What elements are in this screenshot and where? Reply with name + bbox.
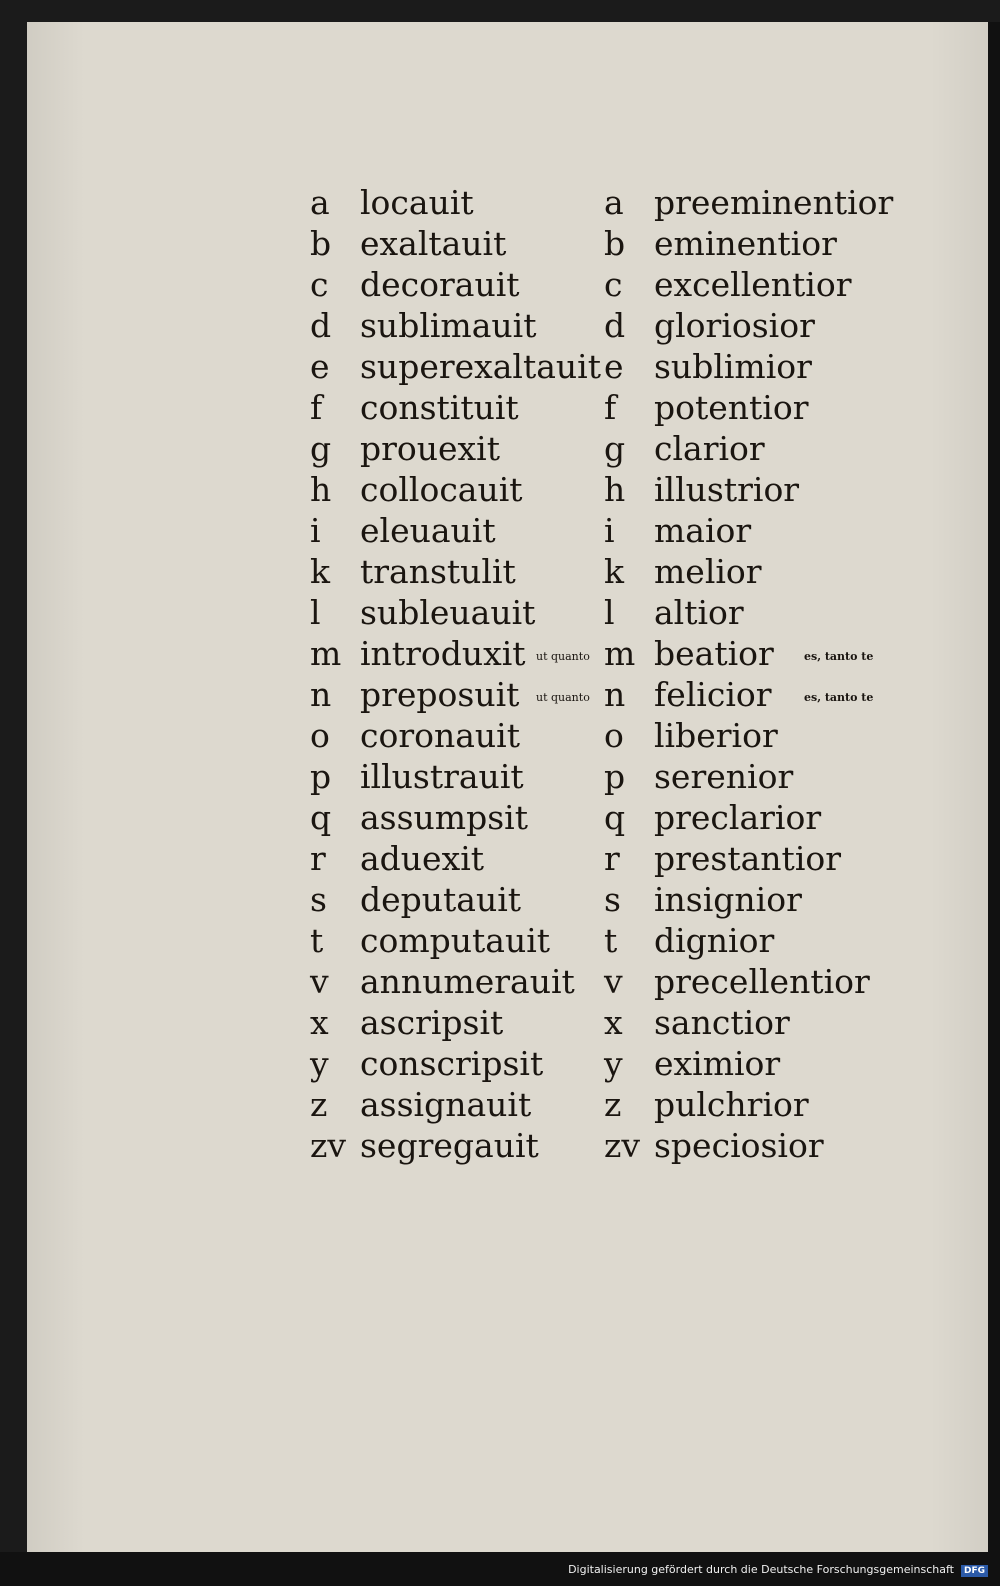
left-word: introduxit	[360, 634, 526, 673]
right-word: speciosior	[654, 1126, 824, 1165]
left-word: decorauit	[360, 265, 520, 304]
footer-credit: Digitalisierung gefördert durch die Deutsche Forschungsgemeinschaft	[568, 1563, 954, 1576]
right-letter: t	[604, 921, 618, 960]
right-letter: l	[604, 593, 615, 632]
right-word: illustrior	[654, 470, 800, 509]
right-word: felicior	[654, 675, 772, 714]
right-word: sanctior	[654, 1003, 790, 1042]
left-word: assumpsit	[360, 798, 528, 837]
right-word: excellentior	[654, 265, 852, 304]
page-edge	[988, 22, 1000, 1552]
left-word: aduexit	[360, 839, 485, 878]
left-word: locauit	[360, 183, 474, 222]
left-letter: v	[310, 962, 329, 1001]
right-word: eminentior	[654, 224, 837, 263]
footer-bar	[0, 1552, 1000, 1586]
right-letter: b	[604, 224, 626, 263]
right-letter: s	[604, 880, 621, 919]
left-letter: n	[310, 675, 332, 714]
right-word: serenior	[654, 757, 794, 796]
right-letter: i	[604, 511, 615, 550]
right-letter: o	[604, 716, 624, 755]
right-word: clarior	[654, 429, 765, 468]
left-letter: p	[310, 757, 332, 796]
left-letter: g	[310, 429, 332, 468]
left-letter: zv	[310, 1126, 347, 1165]
right-word: eximior	[654, 1044, 781, 1083]
right-letter: a	[604, 183, 624, 222]
left-word: constituit	[360, 388, 519, 427]
left-letter: y	[310, 1044, 329, 1083]
left-letter: a	[310, 183, 330, 222]
right-word: melior	[654, 552, 762, 591]
left-word: ascripsit	[360, 1003, 504, 1042]
left-letter: i	[310, 511, 321, 550]
left-word: prouexit	[360, 429, 500, 468]
right-letter: y	[604, 1044, 623, 1083]
right-word: precellentior	[654, 962, 870, 1001]
right-letter: c	[604, 265, 623, 304]
right-letter: h	[604, 470, 626, 509]
left-word: exaltauit	[360, 224, 507, 263]
right-letter: g	[604, 429, 626, 468]
left-letter: d	[310, 306, 332, 345]
right-note: es, tanto te	[804, 650, 874, 663]
left-letter: f	[310, 388, 323, 427]
right-word: potentior	[654, 388, 809, 427]
left-word: collocauit	[360, 470, 523, 509]
right-letter: v	[604, 962, 623, 1001]
left-letter: z	[310, 1085, 328, 1124]
left-letter: s	[310, 880, 327, 919]
right-letter: p	[604, 757, 626, 796]
left-note: ut quanto	[536, 691, 590, 704]
right-letter: e	[604, 347, 624, 386]
left-word: transtulit	[360, 552, 516, 591]
right-word: liberior	[654, 716, 778, 755]
left-letter: c	[310, 265, 329, 304]
left-word: coronauit	[360, 716, 520, 755]
left-word: illustrauit	[360, 757, 524, 796]
left-word: superexaltauit	[360, 347, 601, 386]
right-word: sublimior	[654, 347, 812, 386]
right-letter: f	[604, 388, 617, 427]
left-word: segregauit	[360, 1126, 539, 1165]
right-word: altior	[654, 593, 744, 632]
left-letter: b	[310, 224, 332, 263]
right-word: maior	[654, 511, 752, 550]
right-letter: k	[604, 552, 624, 591]
right-word: preclarior	[654, 798, 822, 837]
dfg-logo-icon: DFG	[961, 1565, 988, 1577]
right-letter: m	[604, 634, 636, 673]
left-word: eleuauit	[360, 511, 496, 550]
right-word: pulchrior	[654, 1085, 809, 1124]
left-letter: l	[310, 593, 321, 632]
right-note: es, tanto te	[804, 691, 874, 704]
right-letter: n	[604, 675, 626, 714]
right-letter: zv	[604, 1126, 641, 1165]
left-note: ut quanto	[536, 650, 590, 663]
left-word: subleuauit	[360, 593, 536, 632]
right-word: preeminentior	[654, 183, 894, 222]
left-word: preposuit	[360, 675, 520, 714]
right-letter: d	[604, 306, 626, 345]
right-word: gloriosior	[654, 306, 815, 345]
right-word: beatior	[654, 634, 774, 673]
left-letter: t	[310, 921, 324, 960]
left-word: assignauit	[360, 1085, 532, 1124]
right-word: insignior	[654, 880, 802, 919]
left-word: annumerauit	[360, 962, 575, 1001]
left-letter: m	[310, 634, 342, 673]
left-letter: q	[310, 798, 332, 837]
right-letter: z	[604, 1085, 622, 1124]
left-word: deputauit	[360, 880, 522, 919]
right-letter: q	[604, 798, 626, 837]
left-word: sublimauit	[360, 306, 537, 345]
left-letter: e	[310, 347, 330, 386]
right-word: dignior	[654, 921, 775, 960]
left-word: conscripsit	[360, 1044, 544, 1083]
right-letter: x	[604, 1003, 623, 1042]
left-letter: h	[310, 470, 332, 509]
left-letter: k	[310, 552, 330, 591]
right-word: prestantior	[654, 839, 842, 878]
left-letter: x	[310, 1003, 329, 1042]
left-letter: r	[310, 839, 326, 878]
right-letter: r	[604, 839, 620, 878]
left-letter: o	[310, 716, 330, 755]
left-word: computauit	[360, 921, 551, 960]
